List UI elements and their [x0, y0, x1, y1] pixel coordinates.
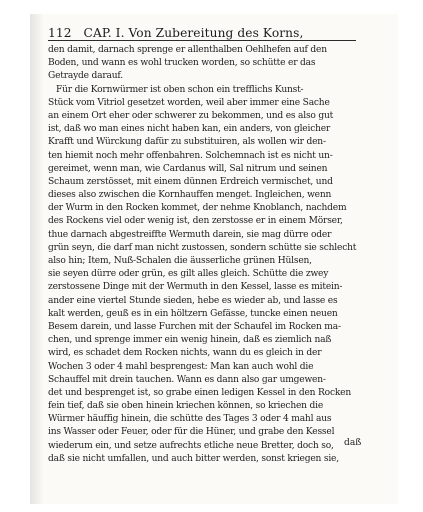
header-rule — [48, 40, 356, 41]
text-line: Schaum zerstösset, mit einem dünnen Erdreich vermischet, und — [48, 176, 333, 187]
text-line: sie seyen dürre oder grün, es gilt alles gleich. Schütte die zwey — [48, 269, 329, 280]
text-line: Wochen 3 oder 4 mahl besprengest: Man kan auch wohl die — [48, 361, 314, 372]
catchword: daß — [344, 438, 362, 448]
text-line: den damit, darnach sprenge er allenthalben Oehlhefen auf den — [48, 45, 327, 55]
text-line: Würmer häuffig hinein, die schütte des Tages 3 oder 4 mahl aus — [48, 414, 332, 425]
running-header — [48, 26, 348, 40]
text-line: der Wurm in den Rocken kommet, der nehme Knoblanch, nachdem — [48, 203, 347, 214]
text-line: des Rockens viel oder wenig ist, den zerstosse er in einem Mörser, — [48, 216, 343, 227]
text-line: ten hiemit noch mehr offenbahren. Solchemnach ist es nicht un- — [48, 150, 333, 161]
paragraph-first-line: Für die Kornwürmer ist oben schon ein trefflichs Kunst- — [56, 84, 304, 95]
text-line: daß sie nicht umfallen, und auch bitter werden, sonst kriegen sie, — [48, 453, 339, 464]
text-line: Boden, und wann es wohl trucken worden, so schütte er das — [48, 58, 316, 69]
text-line: kalt werden, geuß es in ein höltzern Gefässe, tuncke einen neuen — [48, 308, 338, 319]
text-line: ist, daß wo man eines nicht haben kan, ein anders, von gleicher — [48, 124, 331, 135]
text-line: Getrayde darauf. — [48, 71, 123, 82]
text-line: wird, es schadet dem Rocken nichts, wann du es gleich in der — [48, 348, 322, 359]
text-line: zerstossene Dinge mit der Wermuth in den Kessel, lasse es mitein- — [48, 282, 343, 293]
page-body-text — [48, 44, 360, 466]
text-line: Stück vom Vitriol gesetzet worden, weil aber immer eine Sache — [48, 97, 330, 108]
running-title: CAP. I. Von Zubereitung des Korns, — [83, 26, 304, 40]
page-number: 112 — [48, 26, 72, 40]
text-line: ander eine viertel Stunde sieden, hebe es wieder ab, und lasse es — [48, 295, 338, 306]
text-line: an einem Ort eher oder schwerer zu bekommen, und es also gut — [48, 110, 334, 121]
text-line: also hin; Item, Nuß-Schalen die äusserliche grünen Hülsen, — [48, 256, 312, 266]
text-line: Schauffel mit drein tauchen. Wann es dann also gar umgewen- — [48, 374, 326, 385]
text-line: Besem darein, und lasse Furchen mit der Schaufel im Rocken ma- — [48, 321, 341, 332]
text-line: chen, und sprenge immer ein wenig hinein, daß es ziemlich naß — [48, 335, 332, 346]
page-gutter-shadow — [30, 14, 44, 504]
text-line: thue darnach abgestreiffte Wermuth darein, sie mag dürre oder — [48, 229, 332, 240]
text-line: fein tief, daß sie oben hinein kriechen können, so kriechen die — [48, 401, 324, 412]
text-line: grün seyn, die darf man nicht zustossen, sondern schütte sie schlecht — [48, 242, 357, 253]
text-line: Krafft und Würckung dafür zu substituiren, als wollen wir den- — [48, 137, 326, 148]
text-line: ins Wasser oder Feuer, oder für die Hüner, und grabe den Kessel — [48, 427, 335, 438]
text-line: dieses also zwischen die Kornhauffen menget. Ingleichen, wenn — [48, 190, 332, 201]
text-line: det und besprenget ist, so grabe einen ledigen Kessel in den Rocken — [48, 387, 351, 398]
text-line: wiederum ein, und setze aufrechts etliche neue Bretter, doch so, — [48, 440, 334, 451]
text-line: gereimet, wenn man, wie Cardanus will, Sal nitrum und seinen — [48, 163, 328, 174]
